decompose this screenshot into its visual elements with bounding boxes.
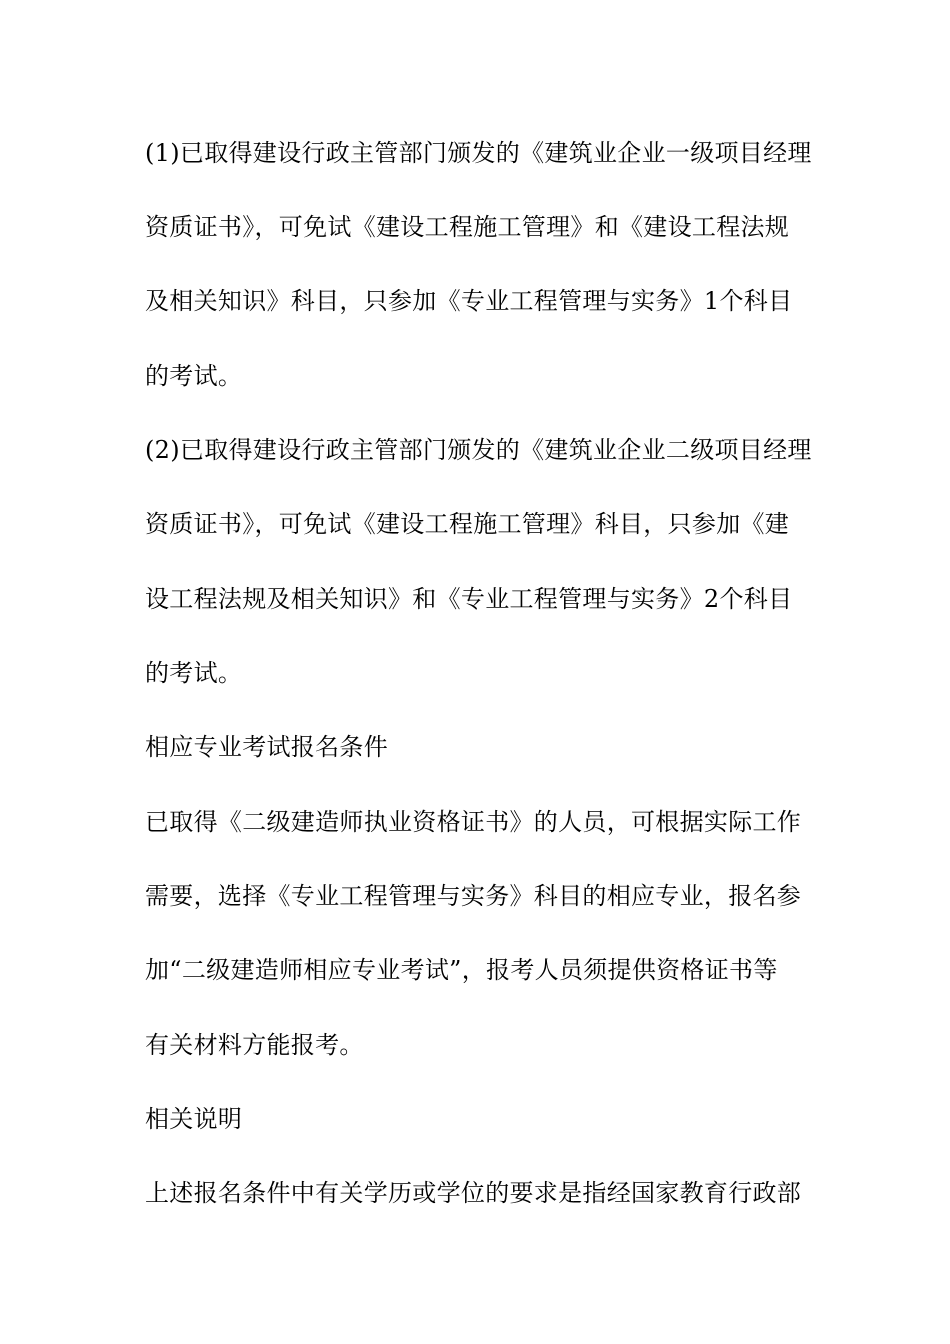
section-heading-exam-conditions: 相应专业考试报名条件: [145, 733, 388, 761]
para3-line3: 加“二级建造师相应专业考试”，报考人员须提供资格证书等: [145, 956, 778, 984]
para2-line4: 的考试。: [145, 659, 243, 687]
para1-line4: 的考试。: [145, 362, 243, 390]
para3-line1: 已取得《二级建造师执业资格证书》的人员，可根据实际工作: [145, 808, 802, 836]
para1-line2: 资质证书》，可免试《建设工程施工管理》和《建设工程法规: [145, 213, 790, 241]
para3-line2: 需要，选择《专业工程管理与实务》科目的相应专业，报名参: [145, 882, 802, 910]
para1-line3: 及相关知识》科目，只参加《专业工程管理与实务》1个科目: [145, 287, 793, 315]
para1-line1: (1)已取得建设行政主管部门颁发的《建筑业企业一级项目经理: [145, 139, 812, 167]
para2-line2: 资质证书》，可免试《建设工程施工管理》科目，只参加《建: [145, 510, 790, 538]
para2-line1: (2)已取得建设行政主管部门颁发的《建筑业企业二级项目经理: [145, 436, 812, 464]
para3-line4: 有关材料方能报考。: [145, 1031, 364, 1059]
para2-line3: 设工程法规及相关知识》和《专业工程管理与实务》2个科目: [145, 585, 793, 613]
para4-line1: 上述报名条件中有关学历或学位的要求是指经国家教育行政部: [145, 1179, 802, 1207]
section-heading-notes: 相关说明: [145, 1105, 243, 1133]
